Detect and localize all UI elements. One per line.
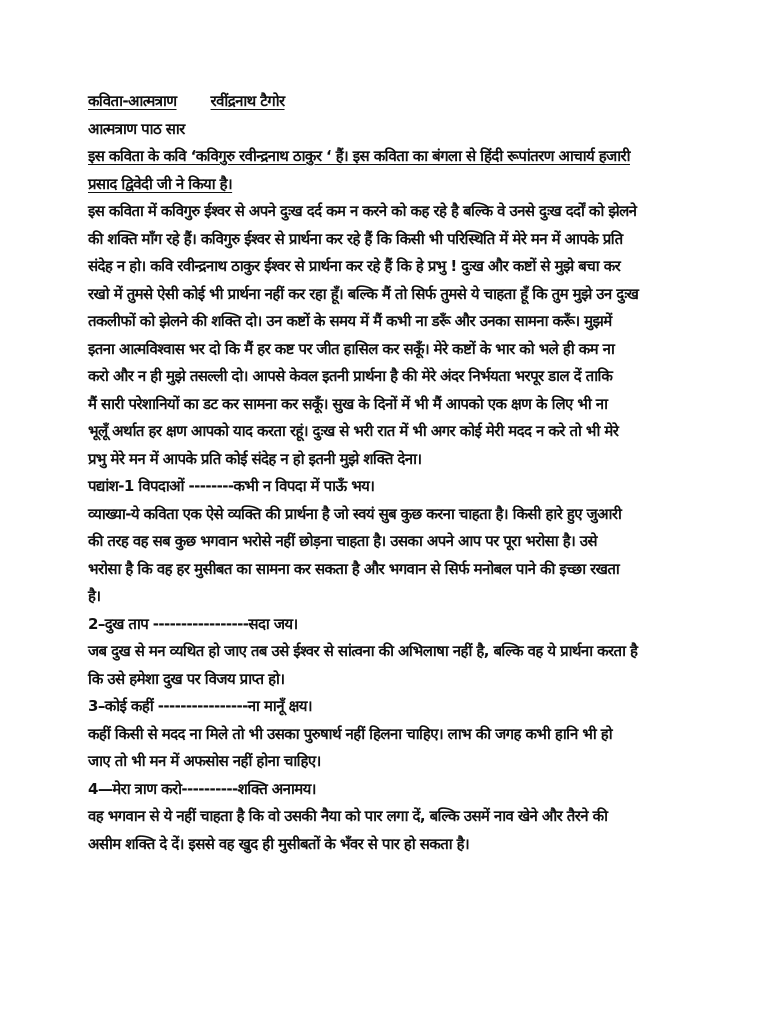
stanza-title: 4—मेरा त्राण करो----------शक्ति अनामय। (88, 779, 316, 798)
heading-line (88, 88, 688, 116)
summary-line: भूलूँ अर्थात हर क्षण आपको याद करता रहूं। दुःख से भरी रात में भी अगर कोई मेरी मदद न करे तो भी मेरे (88, 422, 619, 440)
intro-line: इस कविता के कवि ‘कविगुरु रवीन्द्रनाथ ठाकुर ‘ हैं। इस कविता का बंगला से हिंदी रूपांतरण आचार्य हजारी (88, 147, 630, 165)
poet-name: रवींद्रनाथ टैगोर (210, 92, 285, 110)
poem-title: कविता-आत्मत्राण (88, 92, 177, 110)
stanza-line: भरोसा है कि वह हर मुसीबत का सामना कर सकता है और भगवान से सिर्फ मनोबल पाने की इच्छा रखता (88, 559, 620, 578)
stanza-line: असीम शक्ति दे दें। इससे वह खुद ही मुसीबतों के भँवर से पार हो सकता है। (88, 834, 470, 853)
stanza-line: कहीं किसी से मदद ना मिले तो भी उसका पुरुषार्थ नहीं हिलना चाहिए। लाभ की जगह कभी हानि भी हो (88, 724, 613, 743)
summary-line: संदेह न हो। कवि रवीन्द्रनाथ ठाकुर ईश्वर से प्रार्थना कर रहे हैं कि हे प्रभु ! दुःख और कष्टों से मुझे बचा कर (88, 257, 621, 275)
stanza-line: जब दुख से मन व्यथित हो जाए तब उसे ईश्वर से सांत्वना की अभिलाषा नहीं है, बल्कि वह ये प्रार्थना करता है (88, 642, 638, 660)
summary-line: तकलीफों को झेलने की शक्ति दो। उन कष्टों के समय में मैं कभी ना डरूँ और उनका सामना करूँ। मुझमें (88, 312, 612, 330)
summary-line: प्रभु मेरे मन में आपके प्रति कोई संदेह न हो इतनी मुझे शक्ति देना। (88, 449, 422, 468)
summary-line: इस कविता में कविगुरु ईश्वर से अपने दुःख दर्द कम न करने को कह रहे है बल्कि वे उनसे दुःख दर्दों को झेलने (88, 202, 637, 220)
intro-line: प्रसाद द्विवेदी जी ने किया है। (88, 174, 233, 193)
stanza-line: जाए तो भी मन में अफसोस नहीं होना चाहिए। (88, 752, 321, 770)
summary-line: की शक्ति माँग रहे हैं। कविगुरु ईश्वर से प्रार्थना कर रहे हैं कि किसी भी परिस्थिति में मेरे मन में आपके प्रति (88, 229, 623, 248)
stanza-title: पद्यांश-1 विपदाओं --------कभी न विपदा में पाऊँ भय। (88, 477, 375, 495)
summary-line: मैं सारी परेशानियों का डट कर सामना कर सकूँ। सुख के दिनों में भी मैं आपको एक क्षण के लिए भी ना (88, 394, 608, 413)
stanza-title: 2–दुख ताप -----------------सदा जय। (88, 614, 298, 633)
section-subtitle: आत्मत्राण पाठ सार (88, 119, 185, 138)
stanza-line: की तरह वह सब कुछ भगवान भरोसे नहीं छोड़ना चाहता है। उसका अपने आप पर पूरा भरोसा है। उसे (88, 532, 597, 550)
stanza-title: 3–कोई कहीं ----------------ना मानूँ क्षय। (88, 697, 312, 715)
stanza-line: कि उसे हमेशा दुख पर विजय प्राप्त हो। (88, 669, 285, 688)
stanza-line: व्याख्या-ये कविता एक ऐसे व्यक्ति की प्रार्थना है जो स्वयं सुब कुछ करना चाहता है। किसी हारे हुए जुआरी (88, 504, 622, 523)
stanza-line: वह भगवान से ये नहीं चाहता है कि वो उसकी नैया को पार लगा दें, बल्कि उसमें नाव खेने और तैरने की (88, 807, 608, 825)
summary-line: करो और न ही मुझे तसल्ली दो। आपसे केवल इतनी प्रार्थना है की मेरे अंदर निर्भयता भरपूर डाल दें ताकि (88, 367, 613, 385)
summary-line: इतना आत्मविश्वास भर दो कि मैं हर कष्ट पर जीत हासिल कर सकूँ। मेरे कष्टों के भार को भले ही कम ना (88, 339, 615, 358)
document-page (88, 88, 688, 858)
summary-line: रखो में तुमसे ऐसी कोई भी प्रार्थना नहीं कर रहा हूँ। बल्कि मैं तो सिर्फ तुमसे ये चाहता हूँ कि तुम मुझे उन दुःख (88, 284, 639, 303)
stanza-line: है। (88, 587, 101, 605)
